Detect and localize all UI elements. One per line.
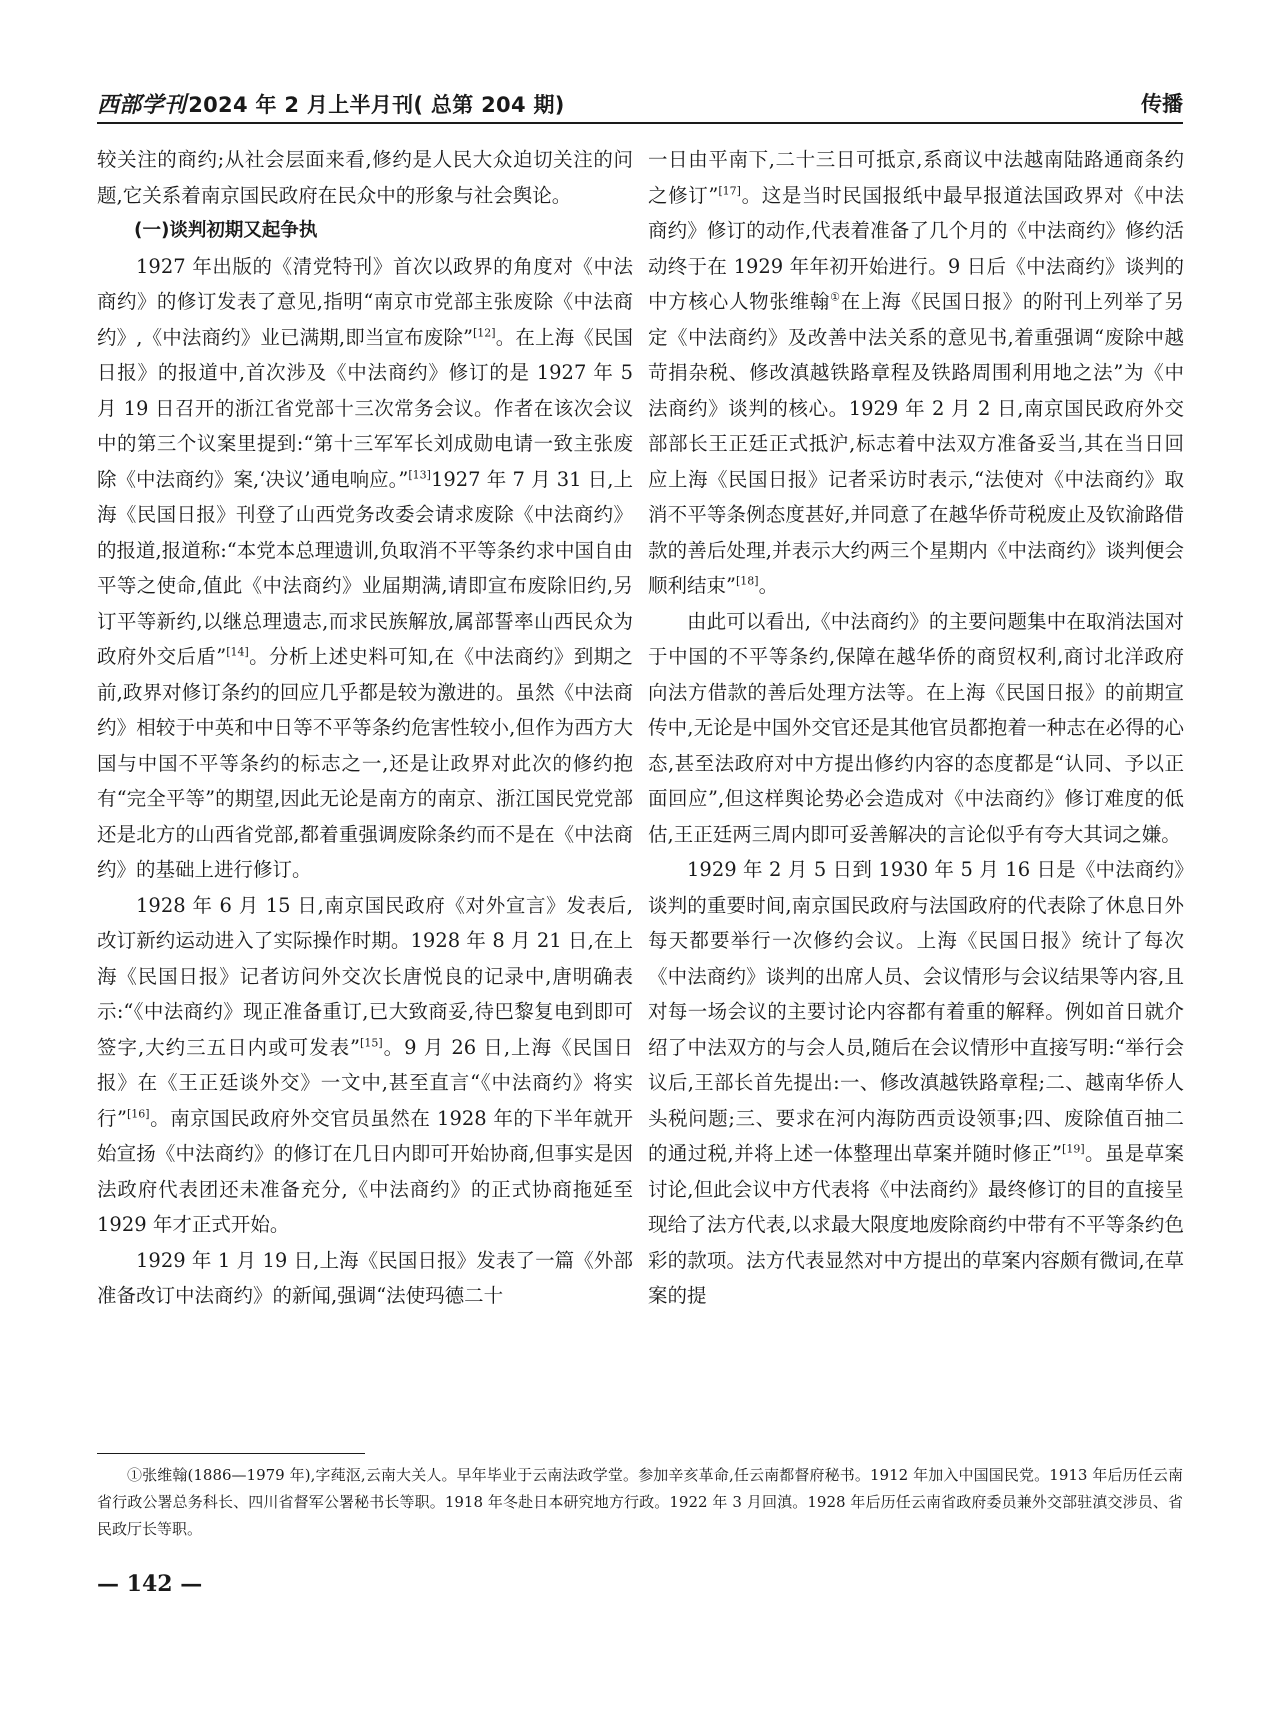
paragraph: 较关注的商约;从社会层面来看,修约是人民大众迫切关注的问题,它关系着南京国民政府在民众中的形象与社会舆论。 bbox=[97, 148, 633, 207]
paragraph: 1929 年 2 月 5 日到 1930 年 5 月 16 日是《中法商约》谈判的重要时间,南京国民政府与法国政府的代表除了休息日外每天都要举行一次修约会议。上海《民国日报》统计了每次《中法商约》谈判的出席人员、会议情形与会议结果等内容,且对每一场会议的主要讨论内容都有着重的解释。例如首日就介绍了中法双方的与会人员,随后在会议情形中直接写明:“举行会议后,王部长首先提出:一、修改滇越铁路章程;二、越南华侨人头税问题;三、要求在河内海防西贡设领事;四、废除值百抽二的通过税,并将上述一体整理出草案并随时修正”[19]。虽是草案讨论,但此会议中方代表将《中法商约》最终修订的目的直接呈现给了法方代表,以求最大限度地废除商约中带有不平等条约色彩的款项。法方代表显然对中方提出的草案内容颇有微词,在草案的提 bbox=[648, 858, 1184, 1307]
footnote: ①张维翰(1886—1979 年),字莼沤,云南大关人。早年毕业于云南法政学堂。参加辛亥革命,任云南都督府秘书。1912 年加入中国国民党。1913 年后历任云南省行政公署总务科长、四川省督军公署秘书长等职。1918 年冬赴日本研究地方行政。1922 年 3 月回滇。1928 年后历任云南省政府委员兼外交部驻滇交涉员、省民政厅长等职。 bbox=[97, 1466, 1183, 1538]
right-column bbox=[648, 142, 1184, 1314]
issue-info: 2024 年 2 月上半月刊( 总第 204 期) bbox=[188, 93, 565, 117]
citation-ref: [12] bbox=[472, 326, 496, 339]
running-header bbox=[97, 86, 1183, 122]
header-rule bbox=[97, 122, 1183, 124]
paragraph: 一日由平南下,二十三日可抵京,系商议中法越南陆路通商条约之修订”[17]。这是当时民国报纸中最早报道法国政界对《中法商约》修订的动作,代表着准备了几个月的《中法商约》修约活动终于在 1929 年年初开始进行。9 日后《中法商约》谈判的中方核心人物张维翰①在上海《民国日报》的附刊上列举了另定《中法商约》及改善中法关系的意见书,着重强调“废除中越苛捐杂税、修改滇越铁路章程及铁路周围利用地之法”为《中法商约》谈判的核心。1929 年 2 月 2 日,南京国民政府外交部部长王正廷正式抵沪,标志着中法双方准备妥当,其在当日回应上海《民国日报》记者采访时表示,“法使对《中法商约》取消不平等条例态度甚好,并同意了在越华侨苛税废止及钦渝路借款的善后处理,并表示大约两三个星期内《中法商约》谈判便会顺利结束”[18]。 bbox=[648, 148, 1184, 597]
citation-ref: [15] bbox=[360, 1036, 383, 1049]
citation-ref: [16] bbox=[127, 1107, 150, 1120]
paragraph: 由此可以看出,《中法商约》的主要问题集中在取消法国对于中国的不平等条约,保障在越华侨的商贸权利,商讨北洋政府向法方借款的善后处理方法等。在上海《民国日报》的前期宣传中,无论是中国外交官还是其他官员都抱着一种志在必得的心态,甚至法政府对中方提出修约内容的态度都是“认同、予以正面回应”,但这样舆论势必会造成对《中法商约》修订难度的低估,王正廷两三周内即可妥善解决的言论似乎有夸大其词之嫌。 bbox=[648, 609, 1184, 846]
citation-ref: [14] bbox=[226, 645, 249, 659]
paragraph: 1928 年 6 月 15 日,南京国民政府《对外宣言》发表后,改订新约运动进入了实际操作时期。1928 年 8 月 21 日,在上海《民国日报》记者访问外交次长唐悦良的记录中,唐明确表示:“《中法商约》现正准备重订,已大致商妥,待巴黎复电到即可签字,大约三五日内或可发表”[15]。9 月 26 日,上海《民国日报》在《王正廷谈外交》一文中,甚至直言“《中法商约》将实行”[16]。南京国民政府外交官员虽然在 1928 年的下半年就开始宣扬《中法商约》的修订在几日内即可开始协商,但事实是因法政府代表团还未准备充分,《中法商约》的正式协商拖延至 1929 年才正式开始。 bbox=[97, 893, 633, 1236]
section-name: 传播 bbox=[1141, 92, 1183, 116]
paragraph: 1929 年 1 月 19 日,上海《民国日报》发表了一篇《外部准备改订中法商约》的新闻,强调“法使玛德二十 bbox=[97, 1248, 633, 1307]
citation-ref: [19] bbox=[1062, 1142, 1085, 1156]
journal-logo: 西部学刊 bbox=[97, 92, 187, 118]
paragraph: 1927 年出版的《清党特刊》首次以政界的角度对《中法商约》的修订发表了意见,指明“南京市党部主张废除《中法商约》,《中法商约》业已满期,即当宣布废除”[12]。在上海《民国日报》的报道中,首次涉及《中法商约》修订的是 1927 年 5 月 19 日召开的浙江省党部十三次常务会议。作者在该次会议中的第三个议案里提到:“第十三军军长刘成勋电请一致主张废除《中法商约》案,‘决议’通电响应。”[13]1927 年 7 月 31 日,上海《民国日报》刊登了山西党务改委会请求废除《中法商约》的报道,报道称:“本党本总理遗训,负取消不平等条约求中国自由平等之使命,值此《中法商约》业届期满,请即宣布废除旧约,另订平等新约,以继总理遗志,而求民族解放,属部誓率山西民众为政府外交后盾”[14]。分析上述史料可知,在《中法商约》到期之前,政界对修订条约的回应几乎都是较为激进的。虽然《中法商约》相较于中英和中日等不平等条约危害性较小,但作为西方大国与中国不平等条约的标志之一,还是让政界对此次的修约抱有“完全平等”的期望,因此无论是南方的南京、浙江国民党党部还是北方的山西省党部,都着重强调废除条约而不是在《中法商约》的基础上进行修订。 bbox=[97, 254, 633, 881]
citation-ref: [13] bbox=[408, 468, 431, 481]
left-column bbox=[97, 142, 633, 1314]
section-heading: (一)谈判初期又起争执 bbox=[134, 220, 318, 241]
citation-ref: [18] bbox=[735, 574, 759, 588]
page-number: — 142 — bbox=[97, 1571, 203, 1597]
header-journal-info bbox=[97, 88, 565, 119]
citation-ref: [17] bbox=[718, 184, 741, 197]
footnote-rule bbox=[97, 1453, 365, 1454]
footnote-marker[interactable]: ① bbox=[830, 290, 841, 304]
